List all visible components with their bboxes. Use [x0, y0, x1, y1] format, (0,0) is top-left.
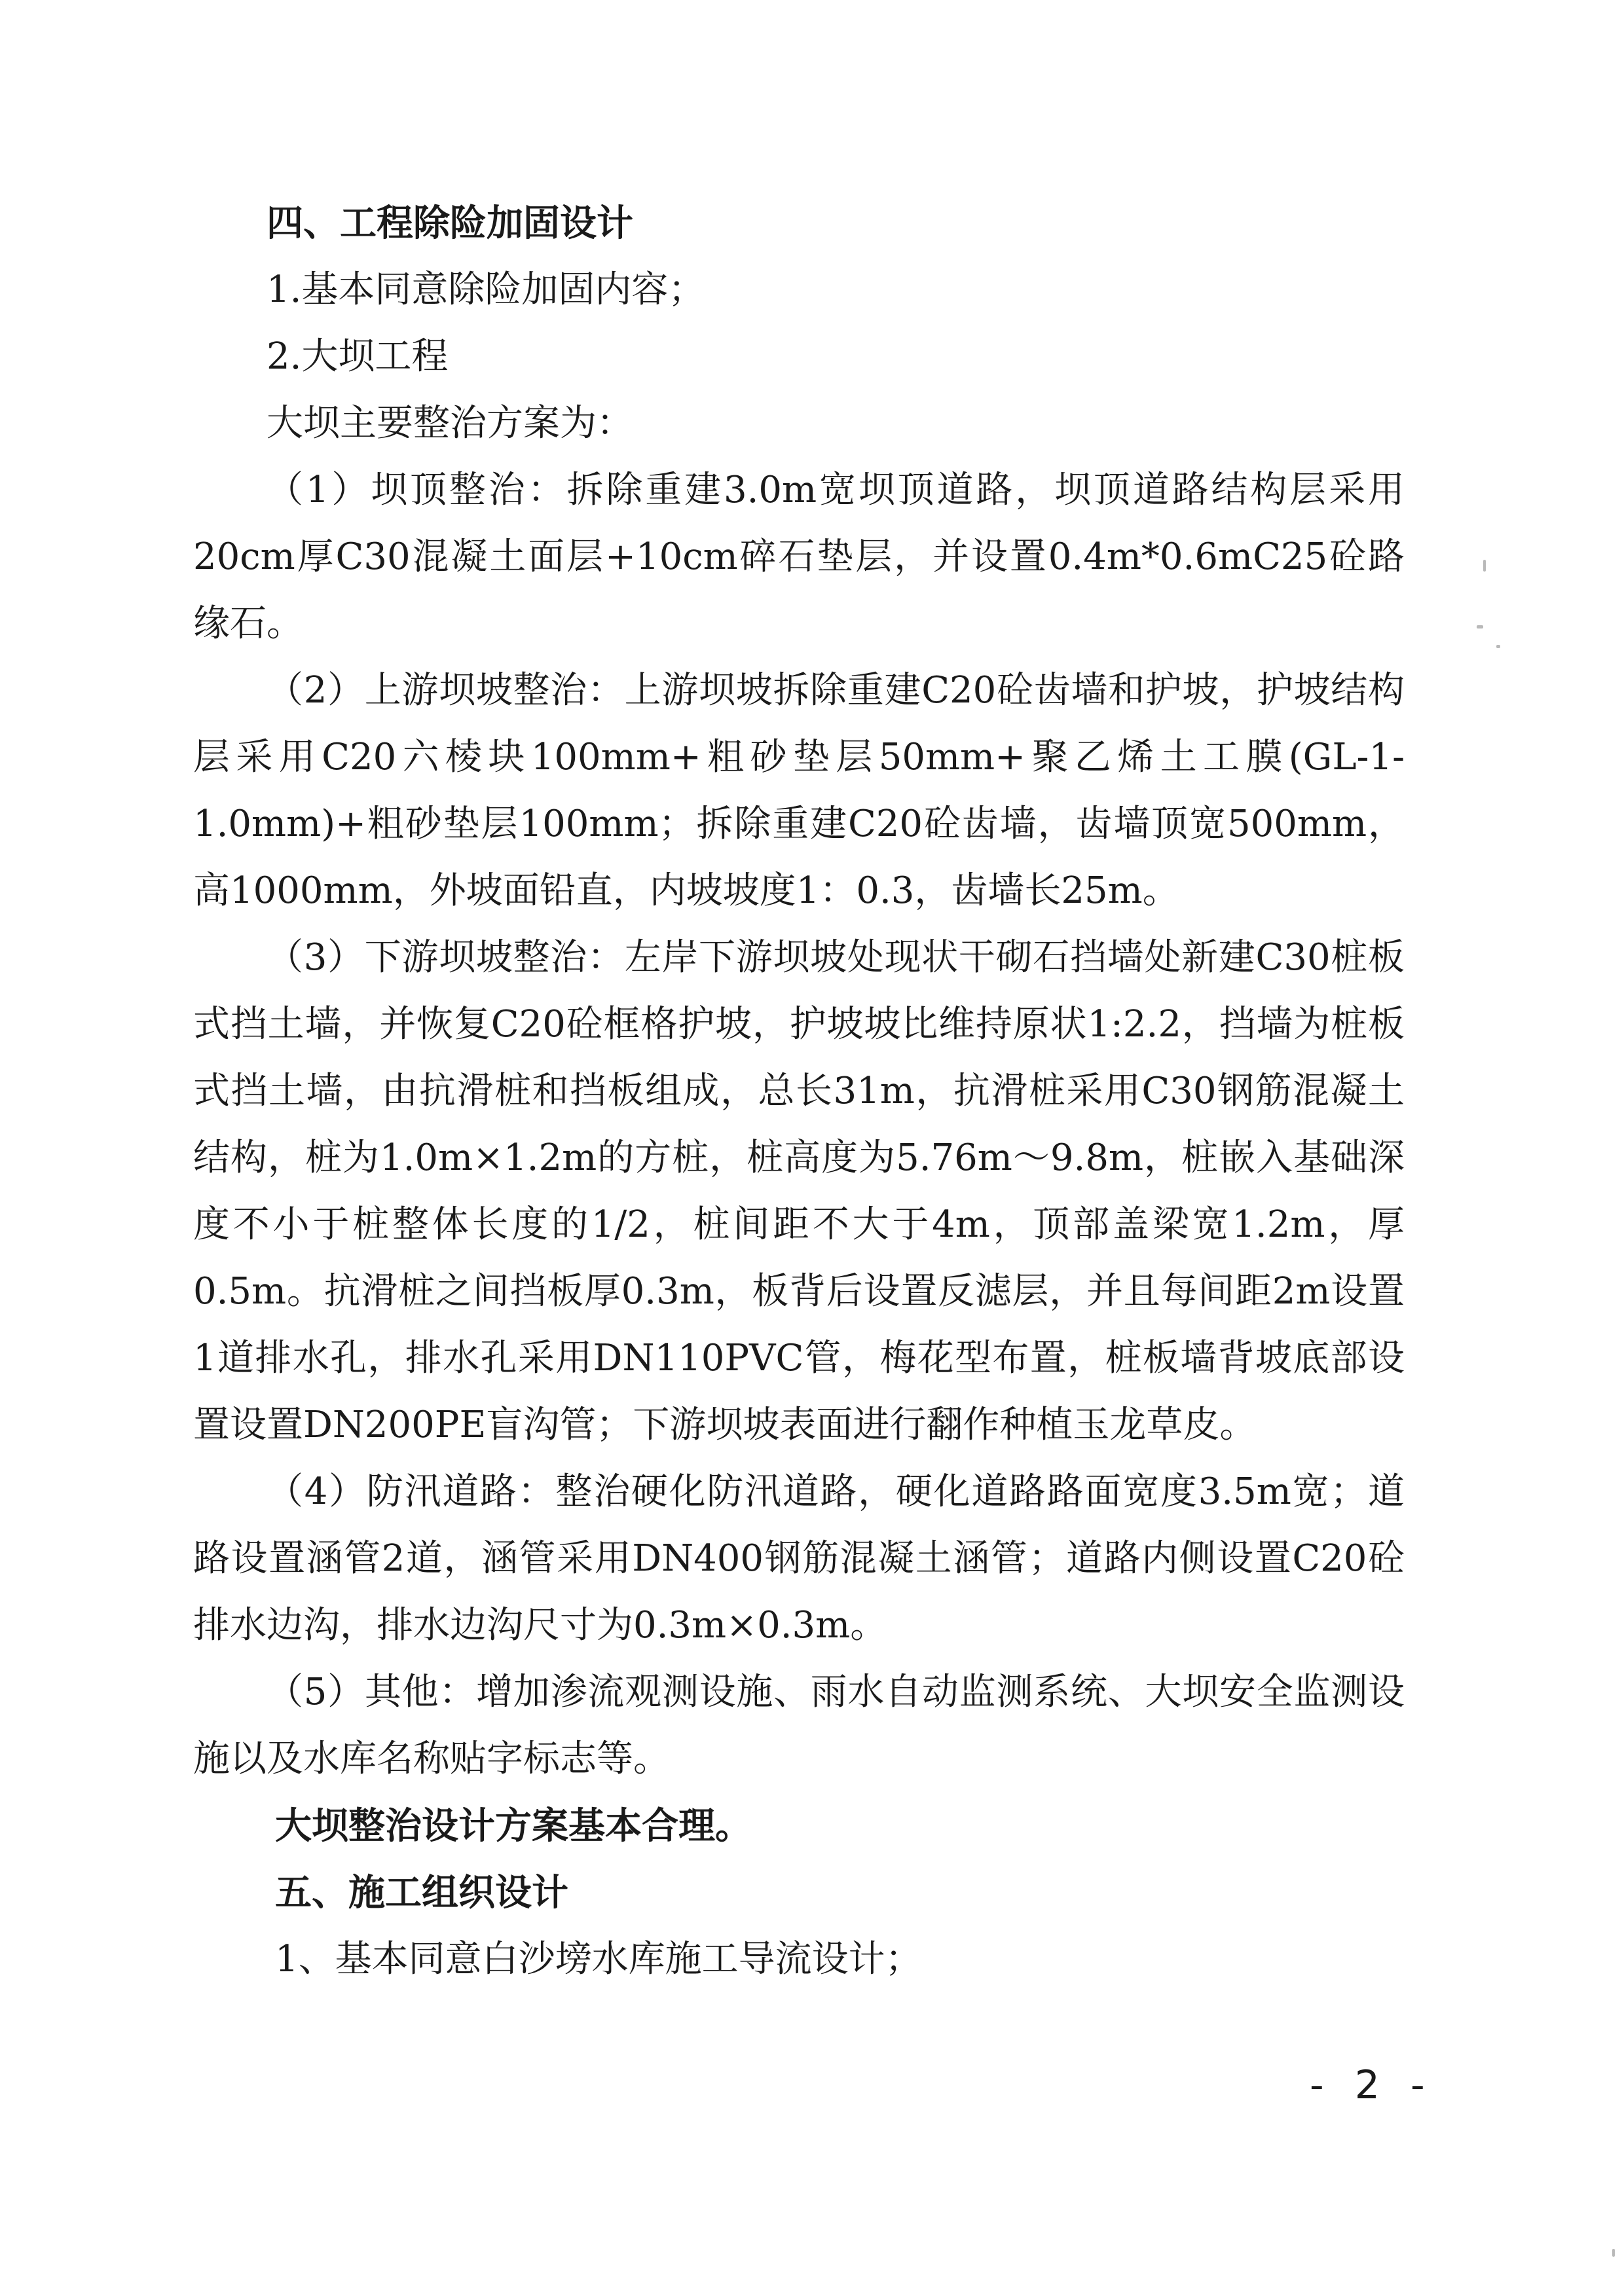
item-1: 1.基本同意除险加固内容； [267, 268, 705, 311]
conclusion: 大坝整治设计方案基本合理。 [275, 1804, 752, 1848]
paragraph-upstream-slope: （2）上游坝坡整治：上游坝坡拆除重建C20砼齿墙和护坡，护坡结构层采用C20六棱块100mm+粗砂垫层50mm+聚乙烯土工膜(GL-1-1.0mm)+粗砂垫层100mm；拆除重建C20砼齿墙，齿墙顶宽500mm，高1000mm，外坡面铅直，内坡坡度1：0.3，齿墙长25m。 [193, 669, 1405, 912]
scan-speck [1612, 2249, 1615, 2257]
section5-heading: 五、施工组织设计 [275, 1871, 568, 1914]
section5-item-1: 1、基本同意白沙塝水库施工导流设计； [275, 1938, 922, 1980]
paragraph-dam-crest: （1）坝顶整治：拆除重建3.0m宽坝顶道路，坝顶道路结构层采用20cm厚C30混凝土面层+10cm碎石垫层，并设置0.4m*0.6mC25砼路缘石。 [193, 469, 1405, 645]
scan-speck [1496, 645, 1500, 648]
section4-heading: 四、工程除险加固设计 [267, 202, 633, 245]
paragraph-downstream-slope: （3）下游坝坡整治：左岸下游坝坡处现状干砌石挡墙处新建C30桩板式挡土墙，并恢复C20砼框格护坡，护坡坡比维持原状1:2.2，挡墙为桩板式挡土墙，由抗滑桩和挡板组成，总长31m，抗滑桩采用C30钢筋混凝土结构，桩为1.0m×1.2m的方桩，桩高度为5.76m～9.8m，桩嵌入基础深度不小于桩整体长度的1/2，桩间距不大于4m，顶部盖梁宽1.2m，厚0.5m。抗滑桩之间挡板厚0.3m，板背后设置反滤层，并且每间距2m设置1道排水孔，排水孔采用DN110PVC管，梅花型布置，桩板墙背坡底部设置设置DN200PE盲沟管；下游坝坡表面进行翻作种植玉龙草皮。 [193, 936, 1405, 1446]
item-2: 2.大坝工程 [267, 335, 449, 378]
paragraph-other: （5）其他：增加渗流观测设施、雨水自动监测系统、大坝安全监测设施以及水库名称贴字标志等。 [193, 1671, 1405, 1780]
dam-intro: 大坝主要整治方案为： [267, 402, 633, 445]
document-body [193, 190, 1405, 1993]
scan-speck [1477, 625, 1483, 629]
paragraph-flood-road: （4）防汛道路：整治硬化防汛道路，硬化道路路面宽度3.5m宽；道路设置涵管2道，涵管采用DN400钢筋混凝土涵管；道路内侧设置C20砼排水边沟，排水边沟尺寸为0.3m×0.3m。 [193, 1470, 1405, 1647]
page-number: - 2 - [1310, 2062, 1434, 2108]
scan-speck [1483, 560, 1486, 572]
